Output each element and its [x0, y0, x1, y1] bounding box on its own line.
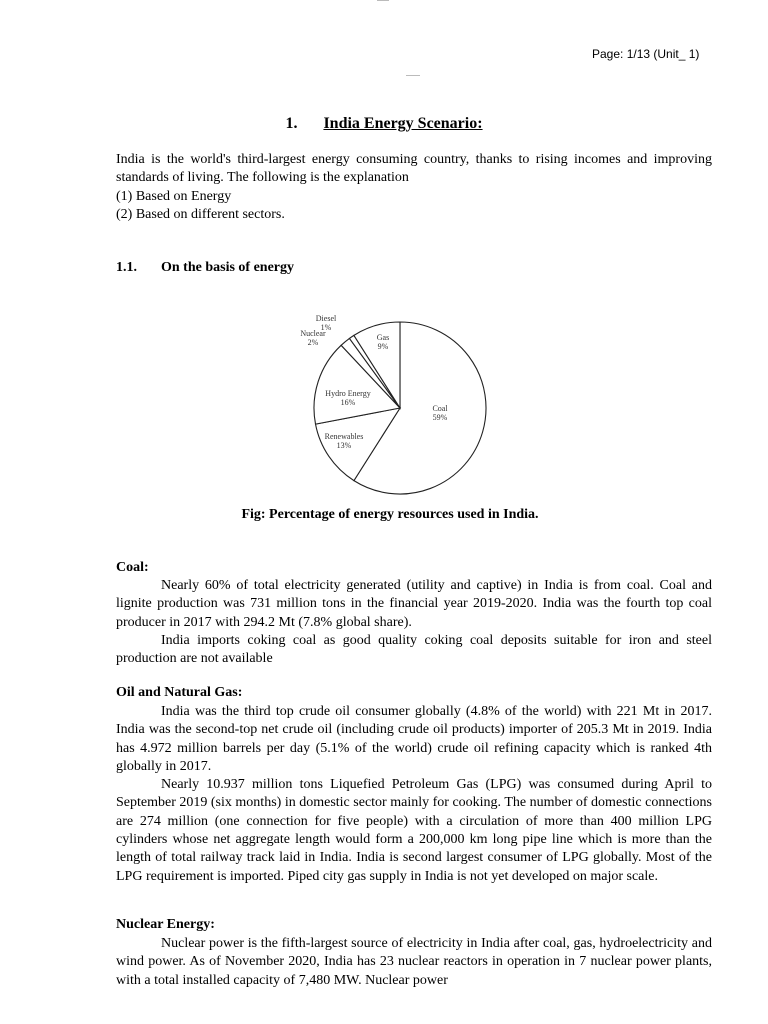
- pie-label-coal: Coal: [432, 404, 448, 413]
- page-number-label: Page: 1/13 (Unit_ 1): [592, 47, 700, 61]
- coal-paragraph-1: Nearly 60% of total electricity generated (utility and captive) in India is from coal. Coal and lignite production was 731 million tons in the financial year 2019-2020. India was the fourth top coal producer in 2017 with 294.2 Mt (7.8% global share).: [116, 578, 712, 630]
- nuclear-paragraph-1: Nuclear power is the fifth-largest source of electricity in India after coal, gas, hydroelectricity and wind power. As of November 2020, India has 23 nuclear reactors in operation in 7 nuclear power plants, with a total installed capacity of 7,480 MW. Nuclear power: [116, 936, 712, 988]
- top-edge-mark: [377, 0, 389, 1]
- section-title: On the basis of energy: [161, 260, 294, 275]
- pie-value-gas: 9%: [377, 342, 389, 351]
- chapter-title: [0, 115, 768, 133]
- pie-value-renewables: 13%: [336, 441, 352, 450]
- pie-value-nuclear: 2%: [307, 338, 319, 347]
- intro-list-item-2: (2) Based on different sectors.: [116, 206, 285, 222]
- pie-value-coal: 59%: [432, 413, 448, 422]
- intro-paragraph: India is the world's third-largest energy consuming country, thanks to rising incomes and improving standards of living. The following is the explanation: [116, 152, 712, 186]
- scan-mark: [406, 75, 420, 76]
- coal-heading: Coal:: [116, 560, 149, 575]
- section-number: 1.1.: [116, 260, 137, 275]
- coal-paragraph-2: India imports coking coal as good quality coking coal deposits suitable for iron and steel production are not available: [116, 632, 712, 667]
- oil-paragraph-2: Nearly 10.937 million tons Liquefied Petroleum Gas (LPG) was consumed during April to September 2019 (six months) in domestic sector mainly for cooking. The number of domestic connections are 274 million (one connection for five people) with a circulation of more than 400 million LPG cylinders whose net aggregate length would form a 200,000 km long pipe line which is more than the length of total railway track laid in India. India is second largest consumer of LPG globally. Most of the LPG requirement is imported. Piped city gas supply in India is not yet developed on major scale.: [116, 777, 712, 884]
- energy-pie-chart: [290, 308, 520, 508]
- pie-label-diesel: Diesel: [315, 314, 337, 323]
- intro-list-item-1: (1) Based on Energy: [116, 188, 232, 204]
- pie-label-renewables: Renewables: [324, 432, 364, 441]
- coal-section: [116, 577, 712, 668]
- nuclear-heading: Nuclear Energy:: [116, 917, 215, 932]
- pie-value-hydro-energy: 16%: [340, 398, 356, 407]
- chapter-number: 1.: [285, 115, 298, 132]
- pie-label-gas: Gas: [376, 333, 390, 342]
- figure-caption: Fig: Percentage of energy resources used in India.: [241, 507, 539, 522]
- pie-label-nuclear: Nuclear: [300, 329, 326, 338]
- oil-gas-section: [116, 703, 712, 886]
- oil-paragraph-1: India was the third top crude oil consumer globally (4.8% of the world) with 221 Mt in 2017. India was the second-top net crude oil (including crude oil products) importer of 205.3 Mt in 2019. India has 4.972 million barrels per day (5.1% of the world) crude oil refining capacity which is ranked 4th globally in 2017.: [116, 704, 712, 774]
- pie-label-hydro-energy: Hydro Energy: [325, 389, 371, 398]
- nuclear-section: [116, 935, 712, 990]
- oil-gas-heading: Oil and Natural Gas:: [116, 685, 243, 700]
- chapter-title-text: India Energy Scenario:: [323, 115, 483, 132]
- intro-section: [116, 151, 712, 224]
- section-heading: [116, 260, 294, 276]
- pie-value-diesel: 1%: [320, 323, 332, 332]
